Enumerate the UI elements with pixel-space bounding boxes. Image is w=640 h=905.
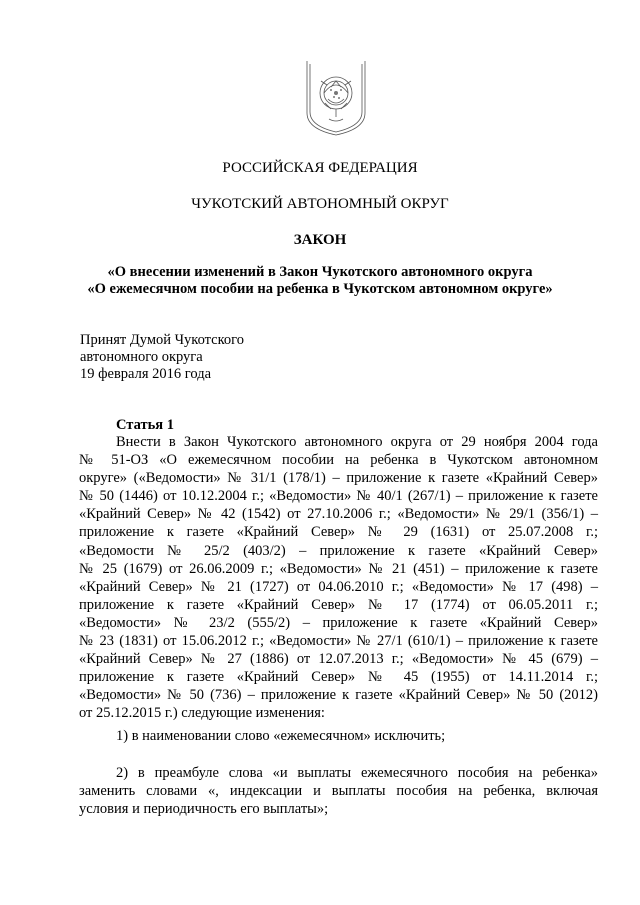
body-line: от 25.12.2015 г.) следующие изменения: [79, 705, 325, 722]
body-line: приложение к газете «Крайний Север» № 45 (1955) от 14.11.2014 г.; [79, 669, 598, 686]
amendment-item-2 [79, 764, 598, 818]
coat-of-arms-emblem-icon [301, 57, 371, 137]
body-line: Внести в Закон Чукотского автономного округа от 29 ноября 2004 года [116, 434, 598, 450]
document-type-heading: ЗАКОН [293, 232, 347, 248]
item-line: заменить словами «, индексации и выплаты пособия на ребенка, включая [79, 783, 598, 800]
amendment-item-1: 1) в наименовании слово «ежемесячном» исключить; [116, 728, 446, 744]
body-line: № 51-ОЗ «О ежемесячном пособии на ребенка в Чукотском автономном [79, 452, 598, 469]
body-line: № 25 (1679) от 26.06.2009 г.; «Ведомости» № 21 (451) – приложение к газете [79, 560, 598, 577]
body-line: № 50 (1446) от 10.12.2004 г.; «Ведомости» № 40/1 (267/1) – приложение к газете [79, 488, 598, 505]
law-title-line-2: «О ежемесячном пособии на ребенка в Чукотском автономном округе» [87, 281, 553, 297]
country-heading: РОССИЙСКАЯ ФЕДЕРАЦИЯ [222, 160, 418, 176]
body-line: «Крайний Север» № 21 (1727) от 04.06.2010 г.; «Ведомости» № 17 (498) – [79, 578, 598, 595]
body-line: «Ведомости № 25/2 (403/2) – приложение к газете «Крайний Север» [79, 542, 598, 559]
item-line: условия и периодичность его выплаты»; [79, 801, 329, 818]
law-title-line-1: «О внесении изменений в Закон Чукотского автономного округа [107, 264, 533, 280]
body-line: приложение к газете «Крайний Север» № 29 (1631) от 25.07.2008 г.; [79, 524, 598, 541]
body-line: «Крайний Север» № 42 (1542) от 27.10.2006 г.; «Ведомости» № 29/1 (356/1) – [79, 506, 598, 523]
item-line: 2) в преамбуле слова «и выплаты ежемесячного пособия на ребенка» [116, 765, 598, 781]
body-line: «Ведомости» № 50 (736) – приложение к газете «Крайний Север» № 50 (2012) [79, 687, 598, 704]
body-line: округе» («Ведомости» № 31/1 (178/1) – приложение к газете «Крайний Север» [79, 470, 598, 487]
adoption-line: Принят Думой Чукотского [80, 332, 245, 348]
article-heading: Статья 1 [116, 417, 174, 433]
adoption-line: автономного округа [80, 349, 203, 365]
body-line: № 23 (1831) от 15.06.2012 г.; «Ведомости» № 27/1 (610/1) – приложение к газете [79, 633, 598, 650]
body-line: «Ведомости» № 23/2 (555/2) – приложение к газете «Крайний Север» [79, 614, 598, 631]
body-line: приложение к газете «Крайний Север» № 17 (1774) от 06.05.2011 г.; [79, 596, 598, 613]
region-heading: ЧУКОТСКИЙ АВТОНОМНЫЙ ОКРУГ [191, 196, 449, 212]
adoption-block [80, 332, 244, 383]
adoption-date: 19 февраля 2016 года [80, 366, 212, 382]
article-body [79, 433, 598, 723]
body-line: «Крайний Север» № 27 (1886) от 12.07.2013 г.; «Ведомости» № 45 (679) – [79, 651, 598, 668]
